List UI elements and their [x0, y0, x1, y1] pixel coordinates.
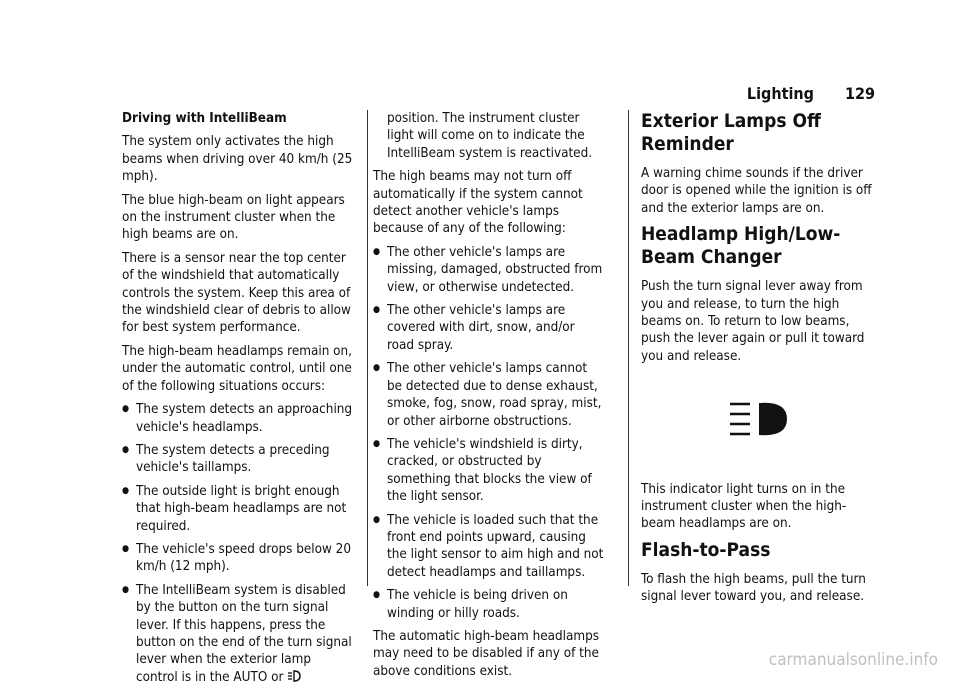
page-number: 129 [844, 84, 875, 103]
paragraph: Push the turn signal lever away from you and release, to turn the high beams on. To return to low beams, push the lever again or pull it toward you and release. [641, 279, 865, 364]
list-item: ● The vehicle's speed drops below 20 km/h (12 mph). [122, 541, 354, 576]
list-item: ● The vehicle's windshield is dirty, cracked, or obstructed by something that blocks the view of the light sensor. [373, 436, 605, 506]
watermark: carmanualsonline.info [768, 650, 938, 670]
high-beam-indicator-icon [728, 399, 792, 439]
column-divider [367, 110, 368, 586]
section-heading: Exterior Lamps Off Reminder [641, 110, 821, 155]
paragraph: The high-beam headlamps remain on, under the automatic control, until one of the following situations occurs: [122, 343, 352, 394]
indicator-figure [728, 399, 873, 444]
list-item: ● The other vehicle's lamps are missing, damaged, obstructed from view, or otherwise undetected. [373, 244, 605, 296]
list-item: ● The system detects a preceding vehicle's taillamps. [122, 442, 354, 477]
page-header [747, 84, 875, 103]
bullet-list [373, 244, 605, 622]
paragraph: The automatic high-beam headlamps may need to be disabled if any of the above conditions exist. [373, 628, 600, 679]
paragraph: There is a sensor near the top center of the windshield that automatically controls the system. Keep this area of the windshield clear of debris to allow for best system performance. [122, 250, 351, 336]
section-heading: Flash-to-Pass [641, 538, 771, 561]
list-item: ● The other vehicle's lamps cannot be detected due to dense exhaust, smoke, fog, snow, road spray, mist, or other airborne obstructions. [373, 360, 605, 430]
paragraph: The blue high-beam on light appears on the instrument cluster when the high beams are on. [122, 192, 345, 243]
subheading: Driving with IntelliBeam [122, 111, 287, 126]
paragraph: This indicator light turns on in the instrument cluster when the high-beam headlamps are on. [641, 481, 847, 532]
column-divider [628, 110, 629, 586]
section-title: Lighting [746, 84, 814, 103]
list-item: ● The system detects an approaching vehicle's headlamps. [122, 401, 354, 436]
paragraph: The system only activates the high beams when driving over 40 km/h (25 mph). [122, 134, 353, 185]
column-2 [373, 110, 605, 686]
list-item: ● The vehicle is being driven on winding or hilly roads. [373, 587, 605, 622]
column-1 [122, 110, 354, 692]
list-item: ● The vehicle is loaded such that the front end points upward, causing the light sensor to aim high and not detect headlamps and taillamps. [373, 512, 605, 582]
paragraph: The high beams may not turn off automatically if the system cannot detect another vehicle's lamps because of any of the following: [373, 169, 583, 237]
paragraph: A warning chime sounds if the driver door is opened while the ignition is off and the exterior lamps are on. [641, 166, 872, 216]
list-item: ● The outside light is bright enough that high-beam headlamps are not required. [122, 483, 354, 535]
headlamp-symbol-icon [287, 669, 301, 683]
bullet-list [122, 401, 354, 686]
paragraph: To flash the high beams, pull the turn signal lever toward you, and release. [641, 571, 866, 605]
section-heading: Headlamp High/Low-Beam Changer [641, 223, 841, 269]
list-item: ● The other vehicle's lamps are covered with dirt, snow, and/or road spray. [373, 302, 605, 354]
list-item: ● The IntelliBeam system is disabled by the button on the turn signal lever. If this happens, press the button on the end of the turn signal lever when the exterior lamp control is in the AUTO or [122, 582, 354, 686]
column-3 [641, 110, 873, 612]
continuation-text: position. The instrument cluster light will come on to indicate the IntelliBeam system is reactivated. [387, 111, 593, 161]
